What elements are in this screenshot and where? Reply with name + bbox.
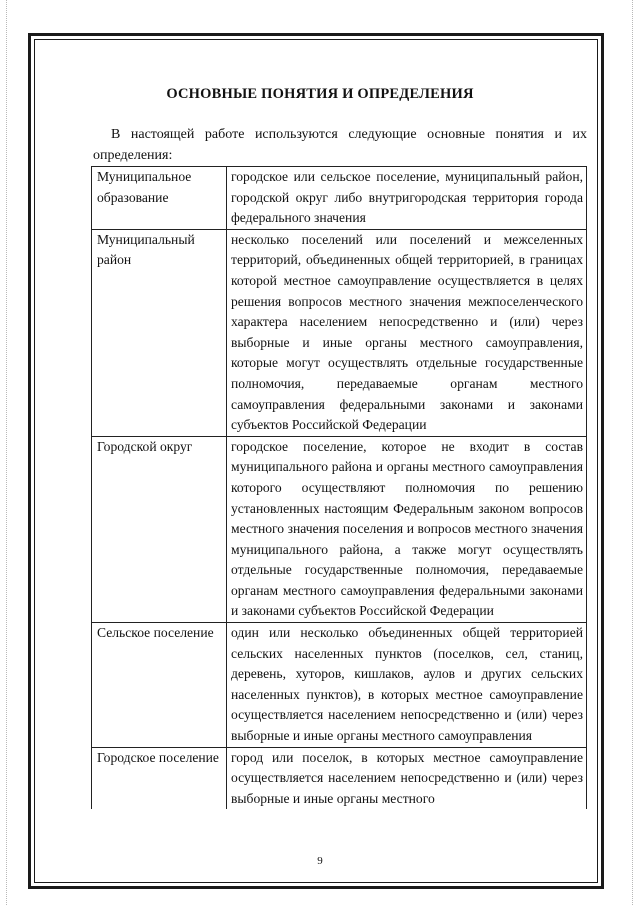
term-cell: Сельское поселение [92,623,227,748]
left-dotted-margin [6,0,7,905]
definition-cell: несколько поселений или поселений и межселенных территорий, объединенных общей территорией, в границах которой местное самоуправление осуществляется в целях решения вопросов местного значения межпоселенческого характера населением непосредственно и (или) через выборные и иные органы местного самоуправления, которые могут осуществлять отдельные государственные полномочия, передаваемые органам местного самоуправления федеральными законами и законами субъектов Российской Федерации [227,229,587,436]
definition-cell: один или несколько объединенных общей территорией сельских населенных пунктов (поселков, сел, станиц, деревень, хуторов, кишлаков, аулов и других сельских населенных пунктов), в которых местное самоуправление осуществляется населением непосредственно и (или) через выборные и иные органы местного самоуправления [227,623,587,748]
definitions-table [91,166,587,809]
term-cell: Городское поселение [92,747,227,809]
definition-cell: город или поселок, в которых местное самоуправление осуществляется населением непосредственно и (или) через выборные и иные органы местного [227,747,587,809]
intro-paragraph: В настоящей работе используются следующие основные понятия и их определения: [93,127,587,163]
table-row [92,436,587,622]
term-cell: Муниципальное образование [92,167,227,230]
definitions-table-viewport [91,166,589,846]
term-cell: Муниципальный район [92,229,227,436]
table-row [92,229,587,436]
definition-cell: городское поселение, которое не входит в состав муниципального района и органы местного самоуправления которого осуществляют полномочия по решению установленных настоящим Федеральным законом вопросов местного значения поселения и вопросов местного значения муниципального района, а также могут осуществлять отдельные государственные полномочия, передаваемые органам местного самоуправления федеральными законами и законами субъектов Российской Федерации [227,436,587,622]
table-row [92,623,587,748]
definition-cell: городское или сельское поселение, муниципальный район, городской округ либо внутригородская территория города федерального значения [227,167,587,230]
term-cell: Городской округ [92,436,227,622]
table-row [92,167,587,230]
table-row [92,747,587,809]
right-dotted-margin [632,0,633,905]
page-title: ОСНОВНЫЕ ПОНЯТИЯ И ОПРЕДЕЛЕНИЯ [166,86,474,102]
page-number: 9 [317,855,323,867]
